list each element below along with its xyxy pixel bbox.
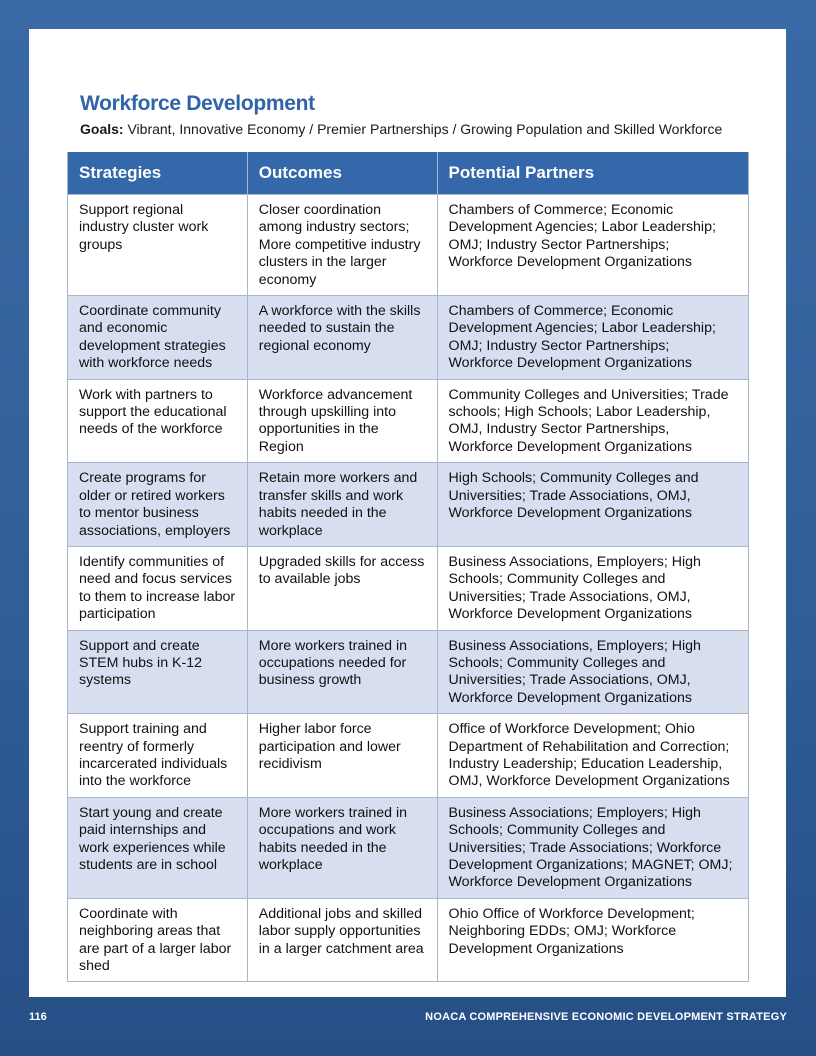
strategy-cell: Coordinate with neighboring areas that are part of a larger labor shed: [68, 898, 248, 982]
partners-cell: Office of Workforce Development; Ohio Department of Rehabilitation and Correction; Industry Leadership; Education Leadership, OMJ, Workforce Development Organizations: [437, 714, 748, 798]
table-row: [68, 797, 749, 898]
strategy-table: [67, 152, 749, 982]
header-strategies: Strategies: [68, 152, 248, 195]
partners-cell: Ohio Office of Workforce Development; Neighboring EDDs; OMJ; Workforce Development Organizations: [437, 898, 748, 982]
table-row: [68, 630, 749, 714]
strategy-cell: Identify communities of need and focus services to them to increase labor participation: [68, 546, 248, 630]
outcome-cell: More workers trained in occupations and work habits needed in the workplace: [247, 797, 437, 898]
outcome-cell: More workers trained in occupations needed for business growth: [247, 630, 437, 714]
partners-cell: Chambers of Commerce; Economic Development Agencies; Labor Leadership; OMJ; Industry Sector Partnerships; Workforce Development Organizations: [437, 296, 748, 380]
table-row: [68, 463, 749, 547]
table-row: [68, 898, 749, 982]
strategy-cell: Coordinate community and economic development strategies with workforce needs: [68, 296, 248, 380]
outcome-cell: Retain more workers and transfer skills and work habits needed in the workplace: [247, 463, 437, 547]
strategy-cell: Support training and reentry of formerly incarcerated individuals into the workforce: [68, 714, 248, 798]
header-potential-partners: Potential Partners: [437, 152, 748, 195]
document-title: NOACA COMPREHENSIVE ECONOMIC DEVELOPMENT STRATEGY: [425, 1011, 787, 1023]
outcome-cell: Upgraded skills for access to available jobs: [247, 546, 437, 630]
strategy-cell: Support regional industry cluster work groups: [68, 195, 248, 296]
strategy-cell: Work with partners to support the educational needs of the workforce: [68, 379, 248, 463]
page-number: 116: [29, 1011, 47, 1023]
table-row: [68, 379, 749, 463]
document-page: [29, 29, 786, 997]
partners-cell: Business Associations, Employers; High Schools; Community Colleges and Universities; Trade Associations, OMJ, Workforce Development Organizations: [437, 546, 748, 630]
goals-line: [80, 121, 722, 137]
outcome-cell: Workforce advancement through upskilling into opportunities in the Region: [247, 379, 437, 463]
partners-cell: Community Colleges and Universities; Trade schools; High Schools; Labor Leadership, OMJ, Industry Sector Partnerships, Workforce Development Organizations: [437, 379, 748, 463]
partners-cell: Chambers of Commerce; Economic Development Agencies; Labor Leadership; OMJ; Industry Sector Partnerships; Workforce Development Organizations: [437, 195, 748, 296]
table-header-row: [68, 152, 749, 195]
strategy-cell: Create programs for older or retired workers to mentor business associations, employers: [68, 463, 248, 547]
strategy-cell: Start young and create paid internships and work experiences while students are in school: [68, 797, 248, 898]
outcome-cell: Higher labor force participation and lower recidivism: [247, 714, 437, 798]
outcome-cell: A workforce with the skills needed to sustain the regional economy: [247, 296, 437, 380]
outcome-cell: Closer coordination among industry sectors; More competitive industry clusters in the larger economy: [247, 195, 437, 296]
table-row: [68, 296, 749, 380]
strategy-cell: Support and create STEM hubs in K-12 systems: [68, 630, 248, 714]
partners-cell: Business Associations, Employers; High Schools; Community Colleges and Universities; Trade Associations, OMJ, Workforce Development Organizations: [437, 630, 748, 714]
partners-cell: Business Associations; Employers; High Schools; Community Colleges and Universities; Trade Associations; Workforce Development Organizations; MAGNET; OMJ; Workforce Development Organizations: [437, 797, 748, 898]
section-title: Workforce Development: [80, 92, 315, 115]
table-row: [68, 195, 749, 296]
table-row: [68, 714, 749, 798]
goals-text: Vibrant, Innovative Economy / Premier Partnerships / Growing Population and Skilled Workforce: [127, 121, 723, 137]
header-outcomes: Outcomes: [247, 152, 437, 195]
partners-cell: High Schools; Community Colleges and Universities; Trade Associations, OMJ, Workforce Development Organizations: [437, 463, 748, 547]
goals-label: Goals:: [80, 121, 124, 137]
outcome-cell: Additional jobs and skilled labor supply opportunities in a larger catchment area: [247, 898, 437, 982]
table-row: [68, 546, 749, 630]
